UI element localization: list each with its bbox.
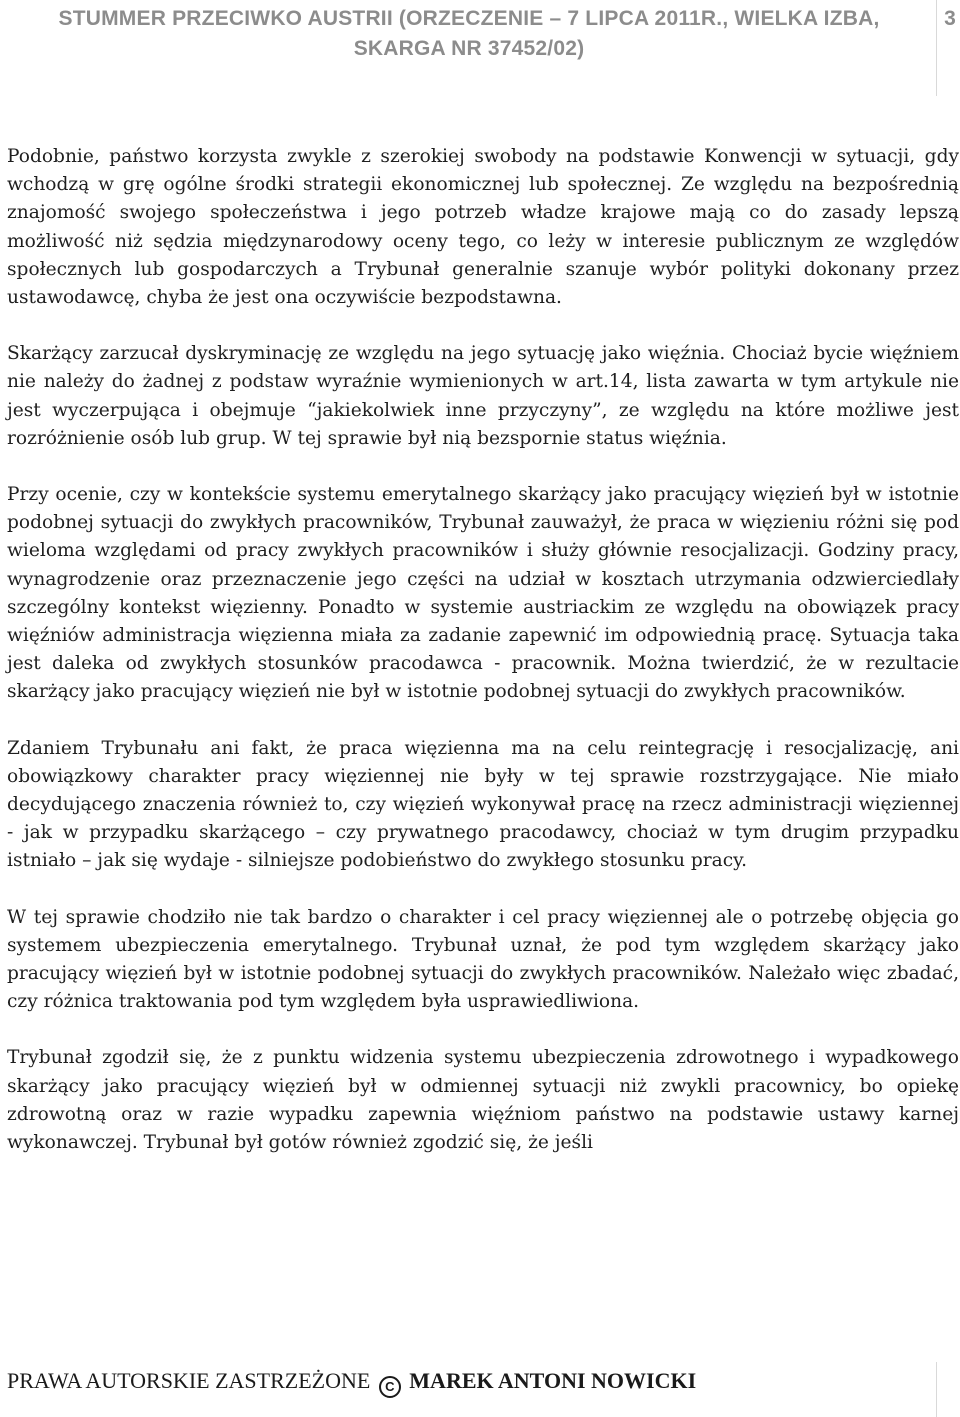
header-title: STUMMER PRZECIWKO AUSTRII (ORZECZENIE – 7 LIPCA 2011R., WIELKA IZBA, SKARGA NR 37452/02) xyxy=(58,7,880,60)
footer-rights-text: PRAWA AUTORSKIE ZASTRZEŻONE xyxy=(7,1368,371,1393)
paragraph-4: Zdaniem Trybunału ani fakt, że praca więzienna ma na celu reintegrację i resocjalizację, ani obowiązkowy charakter pracy więziennej nie były w tej sprawie rozstrzygające. Nie miało decydującego znaczenia również to, czy więzień wykonywał pracę na rzecz administracji więziennej - jak w przypadku skarżącego – czy prywatnego pracodawcy, chociaż w tym drugim przypadku istniało – jak się wydaje - silniejsze podobieństwo do zwykłego stosunku pracy. xyxy=(7,737,959,872)
paragraph-2: Skarżący zarzucał dyskryminację ze względu na jego sytuację jako więźnia. Chociaż bycie więźniem nie należy do żadnej z podstaw wyraźnie wymienionych w art.14, lista zawarta w tym artykule nie jest wyczerpująca i obejmuje “jakiekolwiek inne przyczyny”, ze względu na które możliwe jest rozróżnienie osób lub grup. W tej sprawie był nią bezspornie status więźnia. xyxy=(7,343,959,449)
paragraph-5: W tej sprawie chodziło nie tak bardzo o charakter i cel pracy więziennej ale o potrzebę objęcia go systemem ubezpieczenia emerytalnego. Trybunał uznał, że pod tym względem skarżący jako pracujący więzień był w istotnie podobnej sytuacji do zwykłych pracowników. Należało więc zbadać, czy różnica traktowania pod tym względem była usprawiedliwiona. xyxy=(7,906,959,1013)
page-header xyxy=(0,0,960,96)
footer-author: MAREK ANTONI NOWICKI xyxy=(409,1368,697,1393)
header-divider xyxy=(936,0,937,96)
page-footer xyxy=(7,1366,696,1398)
paragraph-3: Przy ocenie, czy w kontekście systemu emerytalnego skarżący jako pracujący więzień był w istotnie podobnej sytuacji do zwykłych pracowników, Trybunał zauważył, że praca w więzieniu różni się pod wieloma względami od pracy zwykłych pracowników i służy głównie resocjalizacji. Godziny pracy, wynagrodzenie oraz przeznaczenie jego części na udział w kosztach utrzymania odzwierciedlały szczególny kontekst więzienny. Ponadto w systemie austriackim ze względu na obowiązek pracy więźniów administracja więzienna miała za zadanie zapewnić im odpowiednią pracę. Sytuacja taka jest daleka od zwykłych stosunków pracodawca - pracownik. Można twierdzić, że w rezultacie skarżący jako pracujący więzień nie był w istotnie podobnej sytuacji do zwykłych pracowników. xyxy=(7,484,959,703)
copyright-icon: C xyxy=(379,1376,401,1398)
footer-divider xyxy=(936,1362,937,1417)
document-body xyxy=(7,143,959,1185)
paragraph-6: Trybunał zgodził się, że z punktu widzenia systemu ubezpieczenia zdrowotnego i wypadkowego skarżący jako pracujący więzień był w odmiennej sytuacji niż zwykli pracownicy, bo opiekę zdrowotną oraz w razie wypadku zapewnia więźniom państwo na podstawie ustawy karnej wykonawczej. Trybunał był gotów również zgodzić się, że jeśli xyxy=(7,1047,959,1154)
page-number: 3 xyxy=(944,7,956,30)
paragraph-1: Podobnie, państwo korzysta zwykle z szerokiej swobody na podstawie Konwencji w sytuacji, gdy wchodzą w grę ogólne środki strategii ekonomicznej lub społecznej. Ze względu na bezpośrednią znajomość swojego społeczeństwa i jego potrzeb władze krajowe mają co do zasady lepszą możliwość niż sędzia międzynarodowy oceny tego, co leży w interesie publicznym ze względów społecznych lub gospodarczych a Trybunał generalnie szanuje wybór polityki dokonany przez ustawodawcę, chyba że jest ona oczywiście bezpodstawna. xyxy=(7,146,959,309)
